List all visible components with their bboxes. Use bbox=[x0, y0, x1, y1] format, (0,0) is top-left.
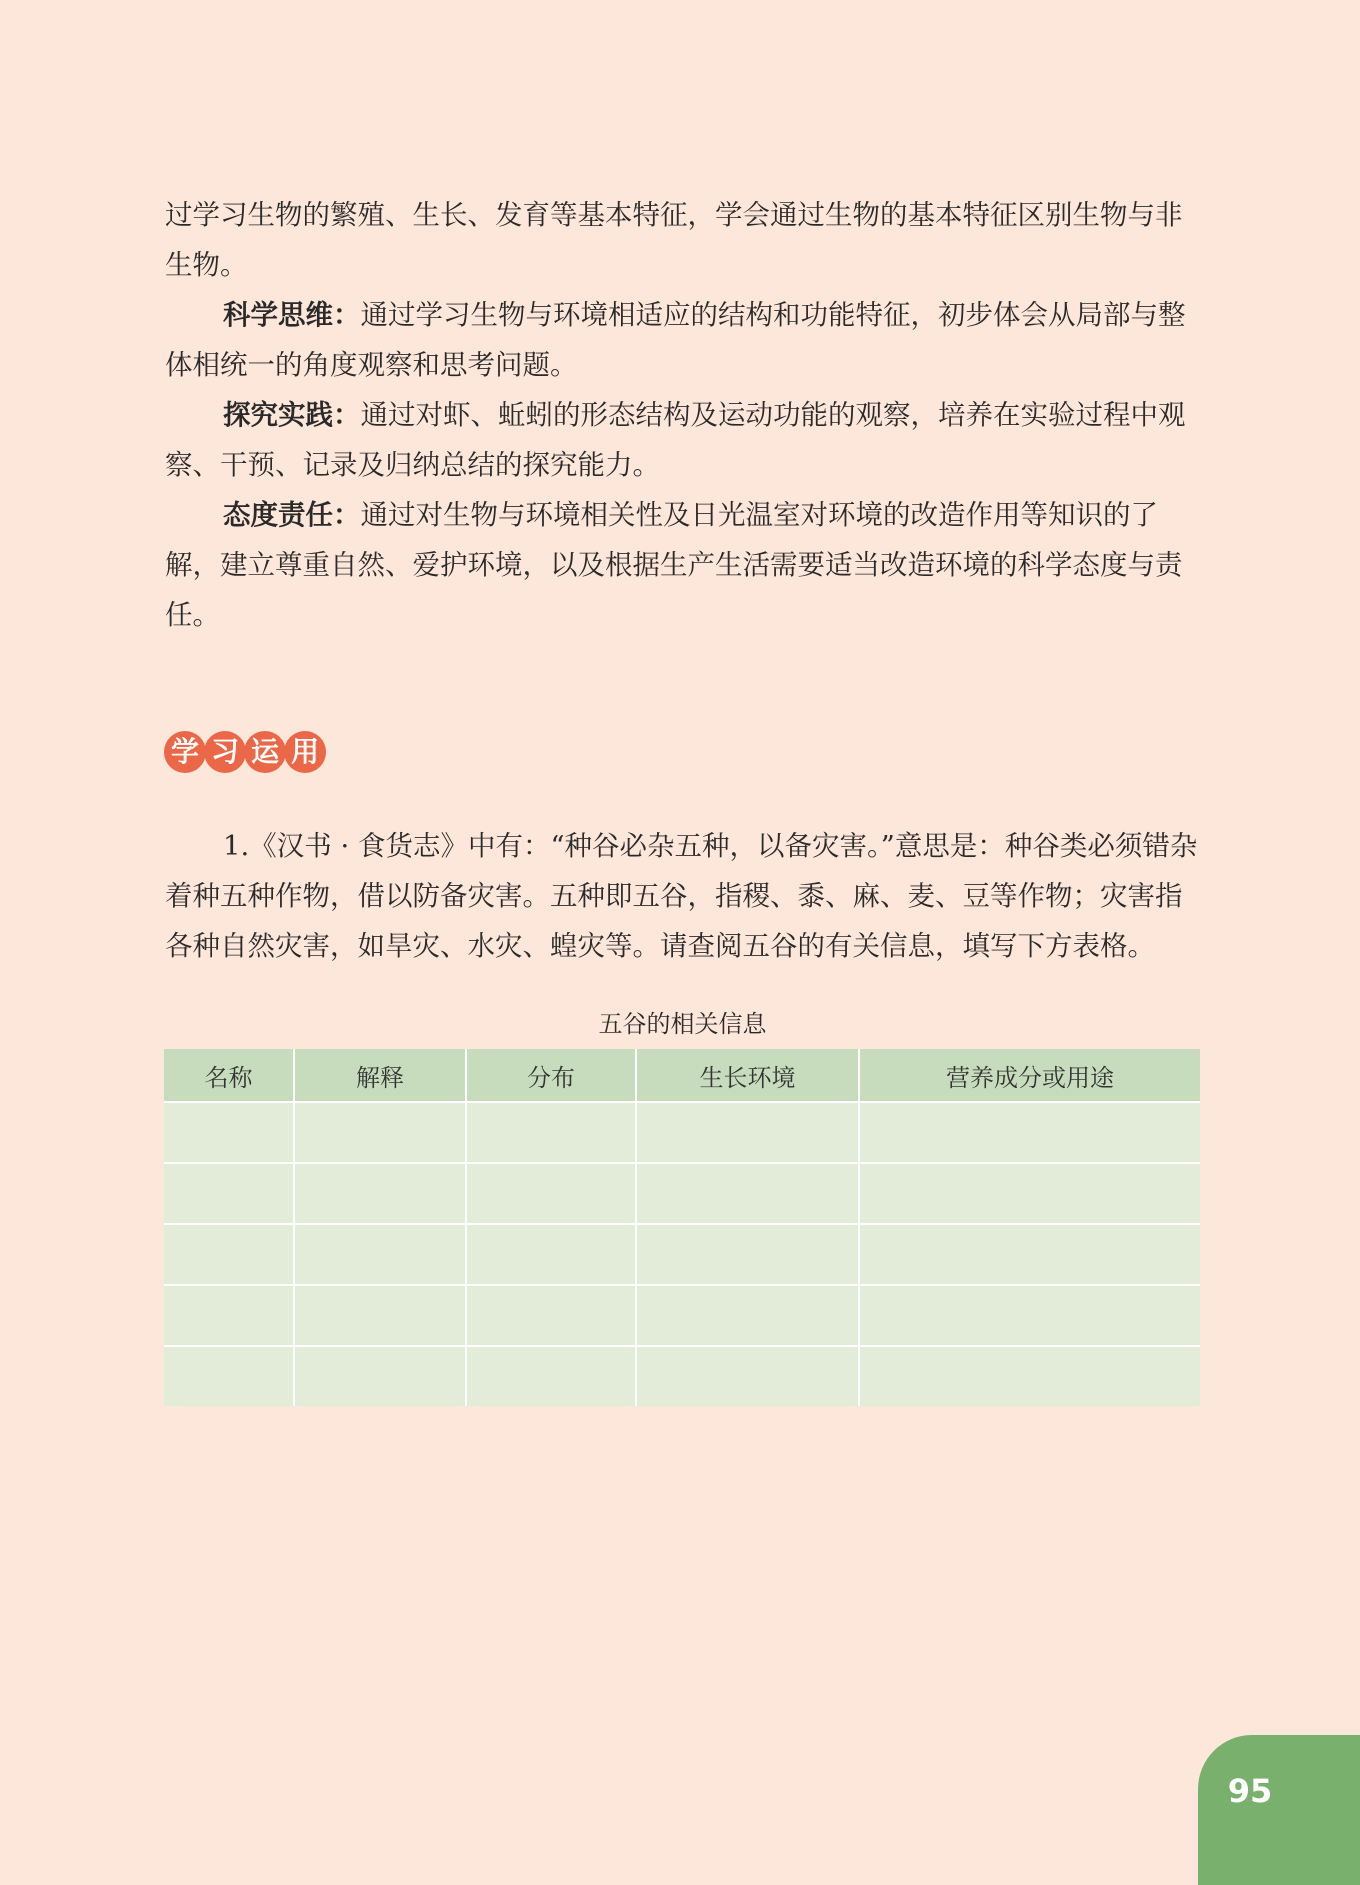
table-cell bbox=[859, 1163, 1200, 1224]
competency-scientific-thinking bbox=[165, 290, 1200, 390]
table-cell bbox=[636, 1102, 859, 1163]
table-cell bbox=[859, 1102, 1200, 1163]
competency-text: 通过学习生物与环境相适应的结构和功能特征，初步体会从局部与整体相统一的角度观察和思考问题。 bbox=[165, 299, 1186, 381]
section-heading-learning-application bbox=[164, 731, 324, 773]
competency-label: 态度责任： bbox=[223, 499, 361, 531]
table-row bbox=[164, 1102, 1200, 1163]
question-text: 1.《汉书 · 食货志》中有：“种谷必杂五种，以备灾害。”意思是：种谷类必须错杂着种五种作物，借以防备灾害。五种即五谷，指稷、黍、麻、麦、豆等作物；灾害指各种自然灾害，如旱灾、水灾、蝗灾等。请查阅五谷的有关信息，填写下方表格。 bbox=[165, 830, 1198, 962]
table-cell bbox=[164, 1163, 294, 1224]
competency-inquiry-practice bbox=[165, 390, 1200, 490]
table-row bbox=[164, 1346, 1200, 1406]
table-cell bbox=[294, 1285, 466, 1346]
header-distribution: 分布 bbox=[466, 1049, 636, 1102]
competency-text: 通过对虾、蚯蚓的形态结构及运动功能的观察，培养在实验过程中观察、干预、记录及归纳总结的探究能力。 bbox=[165, 399, 1186, 481]
table-cell bbox=[466, 1102, 636, 1163]
table-caption: 五谷的相关信息 bbox=[598, 1010, 767, 1038]
table-cell bbox=[164, 1346, 294, 1406]
table-cell bbox=[636, 1224, 859, 1285]
competency-label: 科学思维： bbox=[223, 299, 361, 331]
table-cell bbox=[859, 1224, 1200, 1285]
table-cell bbox=[164, 1224, 294, 1285]
section-heading-char: 习 bbox=[204, 731, 246, 773]
table-cell bbox=[859, 1346, 1200, 1406]
section-heading-char: 运 bbox=[244, 731, 286, 773]
table-cell bbox=[636, 1163, 859, 1224]
table-row bbox=[164, 1285, 1200, 1346]
intro-text: 过学习生物的繁殖、生长、发育等基本特征，学会通过生物的基本特征区别生物与非生物。 bbox=[165, 199, 1183, 281]
table-row bbox=[164, 1224, 1200, 1285]
table-cell bbox=[636, 1346, 859, 1406]
competency-attitude-responsibility bbox=[165, 490, 1200, 640]
table-cell bbox=[294, 1163, 466, 1224]
table-row bbox=[164, 1163, 1200, 1224]
header-explanation: 解释 bbox=[294, 1049, 466, 1102]
table-cell bbox=[636, 1285, 859, 1346]
table-cell bbox=[466, 1163, 636, 1224]
header-nutrition-or-use: 营养成分或用途 bbox=[859, 1049, 1200, 1102]
section-heading-char: 学 bbox=[164, 731, 206, 773]
section-heading-char: 用 bbox=[284, 731, 326, 773]
table-header-row bbox=[164, 1049, 1200, 1102]
intro-paragraph bbox=[165, 190, 1200, 290]
table-cell bbox=[294, 1224, 466, 1285]
question-paragraph bbox=[165, 821, 1200, 971]
competency-label: 探究实践： bbox=[223, 399, 361, 431]
header-name: 名称 bbox=[164, 1049, 294, 1102]
competency-text: 通过对生物与环境相关性及日光温室对环境的改造作用等知识的了解，建立尊重自然、爱护环境，以及根据生产生活需要适当改造环境的科学态度与责任。 bbox=[165, 499, 1183, 631]
header-growing-environment: 生长环境 bbox=[636, 1049, 859, 1102]
table-cell bbox=[294, 1102, 466, 1163]
page-number-tab bbox=[1198, 1735, 1360, 1885]
table-cell bbox=[466, 1224, 636, 1285]
table-cell bbox=[466, 1285, 636, 1346]
page-number: 95 bbox=[1227, 1772, 1273, 1810]
table-cell bbox=[466, 1346, 636, 1406]
table-cell bbox=[859, 1285, 1200, 1346]
table-cell bbox=[294, 1346, 466, 1406]
table-cell bbox=[164, 1102, 294, 1163]
table-cell bbox=[164, 1285, 294, 1346]
five-grains-table bbox=[164, 1049, 1200, 1406]
